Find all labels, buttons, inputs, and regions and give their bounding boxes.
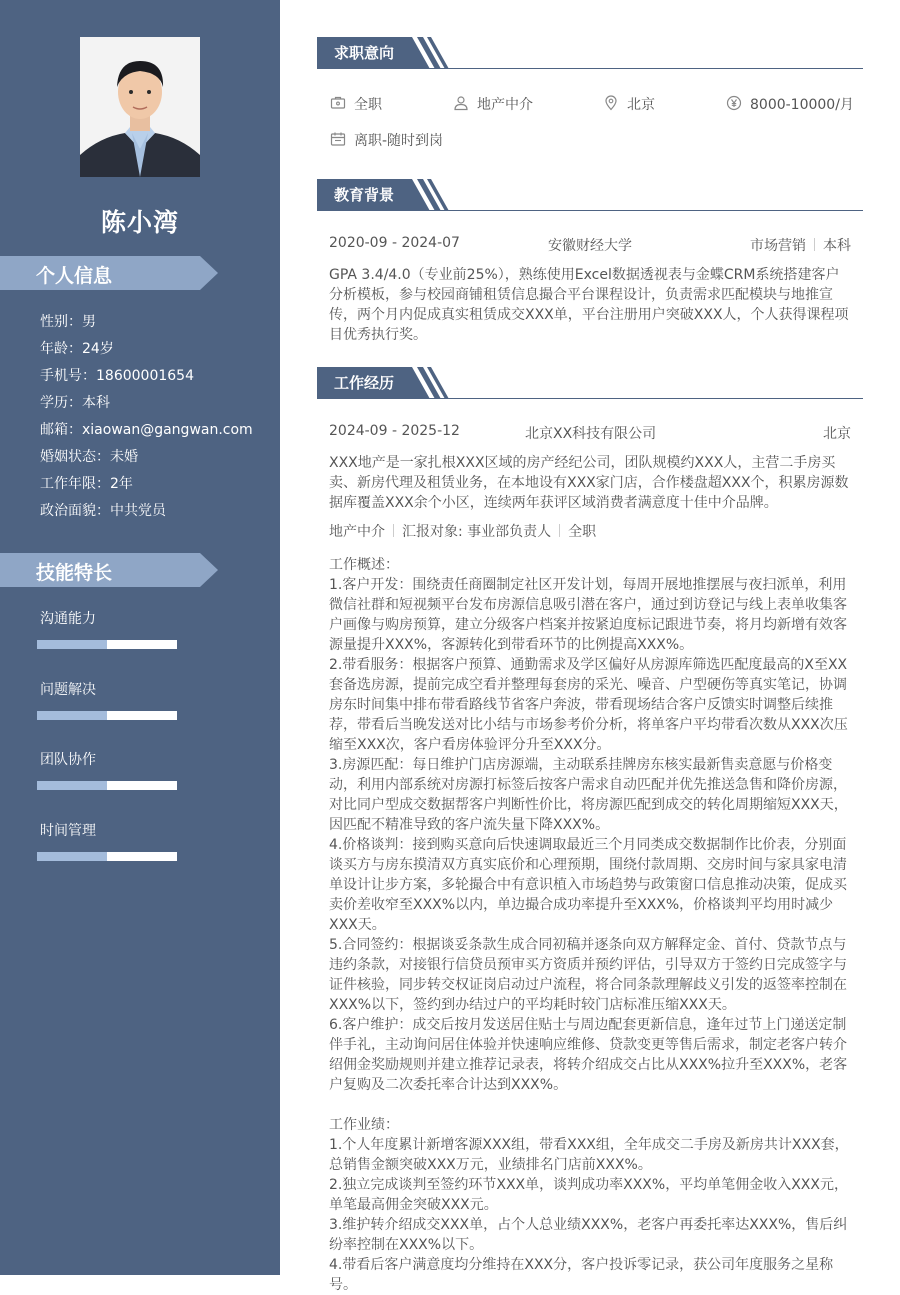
- info-experience: 工作年限：2年: [40, 476, 133, 492]
- intention-title: 求职意向: [334, 44, 395, 62]
- skill-bar: [37, 640, 177, 649]
- main-content: [280, 0, 900, 1293]
- user-icon: [453, 95, 469, 111]
- work-city: 北京: [823, 426, 851, 442]
- achievement-item: 1.个人年度累计新增客源XXX组，带看XXX组，全年成交二手房及新房共计XXX套，总销售金额突破XXX万元，业绩排名门店前XXX%。: [329, 1137, 849, 1173]
- education-period: 2020-09 - 2024-07: [329, 235, 460, 251]
- skill-bar: [37, 852, 177, 861]
- skill-name: 时间管理: [40, 823, 96, 839]
- work-company: 北京XX科技有限公司: [525, 426, 657, 442]
- avatar-photo-icon: [80, 37, 200, 177]
- work-heading: [317, 367, 863, 399]
- overview-item: 5.合同签约：根据谈妥条款生成合同初稿并逐条向双方解释定金、首付、贷款节点与违约条款，对接银行信贷员预审买方资质并预约评估，引导双方于签约日完成签字与证件核验，同步转交权证岗启动过户流程，将合同条款理解歧义引发的返签率控制在XXX%以下，签约到办结过户的平均耗时较门店标准压缩XXX天。: [329, 937, 847, 1013]
- section-divider: [317, 398, 863, 399]
- intention-availability: 离职-随时到岗: [354, 133, 444, 149]
- education-description: GPA 3.4/4.0（专业前25%），熟练使用Excel数据透视表与金蝶CRM系统搭建客户分析模板，参与校园商铺租赁信息撮合平台课程设计，负责需求匹配模块与地推宣传，两个月内促成真实租赁成交XXX单，平台注册用户突破XXX人，个人获得课程项目优秀执行奖。: [329, 267, 849, 343]
- achievement-item: 4.带看后客户满意度均分维持在XXX分，客户投诉零记录，获公司年度服务之星称号。: [329, 1257, 834, 1293]
- skill-bar: [37, 711, 177, 720]
- education-heading: [317, 179, 863, 211]
- skill-level: [37, 640, 107, 649]
- separator: [393, 524, 394, 537]
- separator: [559, 524, 560, 537]
- intention-salary: 8000-10000/月: [750, 97, 854, 113]
- skill-level: [37, 711, 107, 720]
- info-marital: 婚姻状态：未婚: [40, 449, 138, 465]
- work-role: 地产中介: [329, 524, 385, 540]
- overview-item: 6.客户维护：成交后按月发送居住贴士与周边配套更新信息，逢年过节上门递送定制伴手礼，主动询问居住体验并快速响应维修、贷款变更等售后需求，制定老客户转介绍佣金奖励规则并建立推荐记录表，将转介绍成交占比从XXX%拉升至XXX%，老客户复购及二次委托率合计达到XXX%。: [329, 1017, 848, 1093]
- intention-position: 地产中介: [477, 97, 533, 113]
- info-age: 年龄：24岁: [40, 341, 114, 357]
- info-email: 邮箱：xiaowan@gangwan.com: [40, 422, 253, 438]
- overview-label: 工作概述：: [329, 557, 399, 573]
- info-gender: 性别：男: [40, 314, 96, 330]
- skills-title: 技能特长: [36, 562, 113, 584]
- info-political: 政治面貌：中共党员: [40, 503, 166, 519]
- candidate-name: 陈小湾: [100, 208, 179, 237]
- info-education: 学历：本科: [40, 395, 110, 411]
- location-icon: [603, 95, 619, 111]
- work-title: 工作经历: [334, 374, 395, 392]
- skill-name: 问题解决: [40, 682, 96, 698]
- achievement-item: 3.维护转介绍成交XXX单，占个人总业绩XXX%，老客户再委托率达XXX%，售后纠纷率控制在XXX%以下。: [329, 1217, 848, 1253]
- work-job-type: 全职: [568, 524, 597, 540]
- education-major-degree: [750, 235, 851, 255]
- yen-icon: [726, 95, 742, 111]
- avatar: [80, 37, 200, 177]
- intention-type: 全职: [354, 97, 382, 113]
- info-phone: 手机号：18600001654: [40, 368, 194, 384]
- achievement-item: 2.独立完成谈判至签约环节XXX单，谈判成功率XXX%，平均单笔佣金收入XXX元，单笔最高佣金突破XXX元。: [329, 1177, 848, 1213]
- skill-level: [37, 852, 107, 861]
- overview-item: 2.带看服务：根据客户预算、通勤需求及学区偏好从房源库筛选匹配度最高的X至XX套备选房源，提前完成空看并整理每套房的采光、噪音、户型硬伤等真实笔记，协调房东时间集中排布带看路线节省客户奔波，带看现场结合客户反馈实时调整后续推荐，带看后当晚发送对比小结与市场参考价分析，将单客户平均带看次数从XXX次压缩至XXX次，客户看房体验评分升至XXX分。: [329, 657, 848, 753]
- skills-heading: [0, 553, 218, 587]
- education-title: 教育背景: [334, 186, 395, 204]
- overview-item: 4.价格谈判：接到购买意向后快速调取最近三个月同类成交数据制作比价表，分别面谈买方与房东摸清双方真实底价和心理预期，围绕付款周期、交房时间与家具家电清单设计让步方案，多轮撮合中有意识植入市场趋势与政策窗口信息推动决策，促成买卖价差收窄至XXX%以内，单边撮合成功率提升至XXX%，价格谈判平均用时减少XXX天。: [329, 837, 847, 933]
- work-details: [329, 555, 853, 1295]
- intention-city: 北京: [627, 97, 655, 113]
- sidebar: [0, 0, 280, 1275]
- work-period: 2024-09 - 2025-12: [329, 423, 460, 439]
- work-report-to: 汇报对象: 事业部负责人: [402, 524, 552, 540]
- separator: [814, 238, 815, 251]
- achievements-label: 工作业绩：: [329, 1117, 399, 1133]
- company-intro: XXX地产是一家扎根XXX区域的房产经纪公司，团队规模约XXX人，主营二手房买卖、新房代理及租赁业务，在本地设有XXX家门店，合作楼盘超XXX个，积累房源数据库覆盖XXX余个小区，连续两年获评区域消费者满意度十佳中介品牌。: [329, 455, 849, 511]
- skill-name: 团队协作: [40, 752, 96, 768]
- personal-info-title: 个人信息: [36, 265, 113, 287]
- education-degree: 本科: [823, 238, 851, 254]
- calendar-icon: [330, 131, 346, 147]
- section-divider: [317, 210, 863, 211]
- skill-bar: [37, 781, 177, 790]
- briefcase-icon: [330, 95, 346, 111]
- skill-name: 沟通能力: [40, 611, 96, 627]
- education-major: 市场营销: [750, 238, 806, 254]
- work-meta: [329, 521, 596, 541]
- overview-item: 1.客户开发：围绕责任商圈制定社区开发计划，每周开展地推摆展与夜扫派单，利用微信社群和短视频平台发布房源信息吸引潜在客户，通过到访登记与线上表单收集客户画像与购房预算，建立分级客户档案并按紧迫度标记跟进节奏，将月均新增有效客源量提升XXX%，客源转化到带看环节的比例提高XXX%。: [329, 577, 847, 653]
- education-school: 安徽财经大学: [548, 238, 632, 254]
- intention-heading: [317, 37, 863, 69]
- spacer: [329, 1095, 853, 1115]
- section-divider: [317, 68, 863, 69]
- personal-info-heading: [0, 256, 218, 290]
- overview-item: 3.房源匹配：每日维护门店房源端，主动联系挂牌房东核实最新售卖意愿与价格变动，利用内部系统对房源打标签后按客户需求自动匹配并优先推送急售和降价房源，对比同户型成交数据帮客户判断性价比，将房源匹配到成交的转化周期缩短XXX天，因匹配不精准导致的客户流失量下降XXX%。: [329, 757, 848, 833]
- skill-level: [37, 781, 107, 790]
